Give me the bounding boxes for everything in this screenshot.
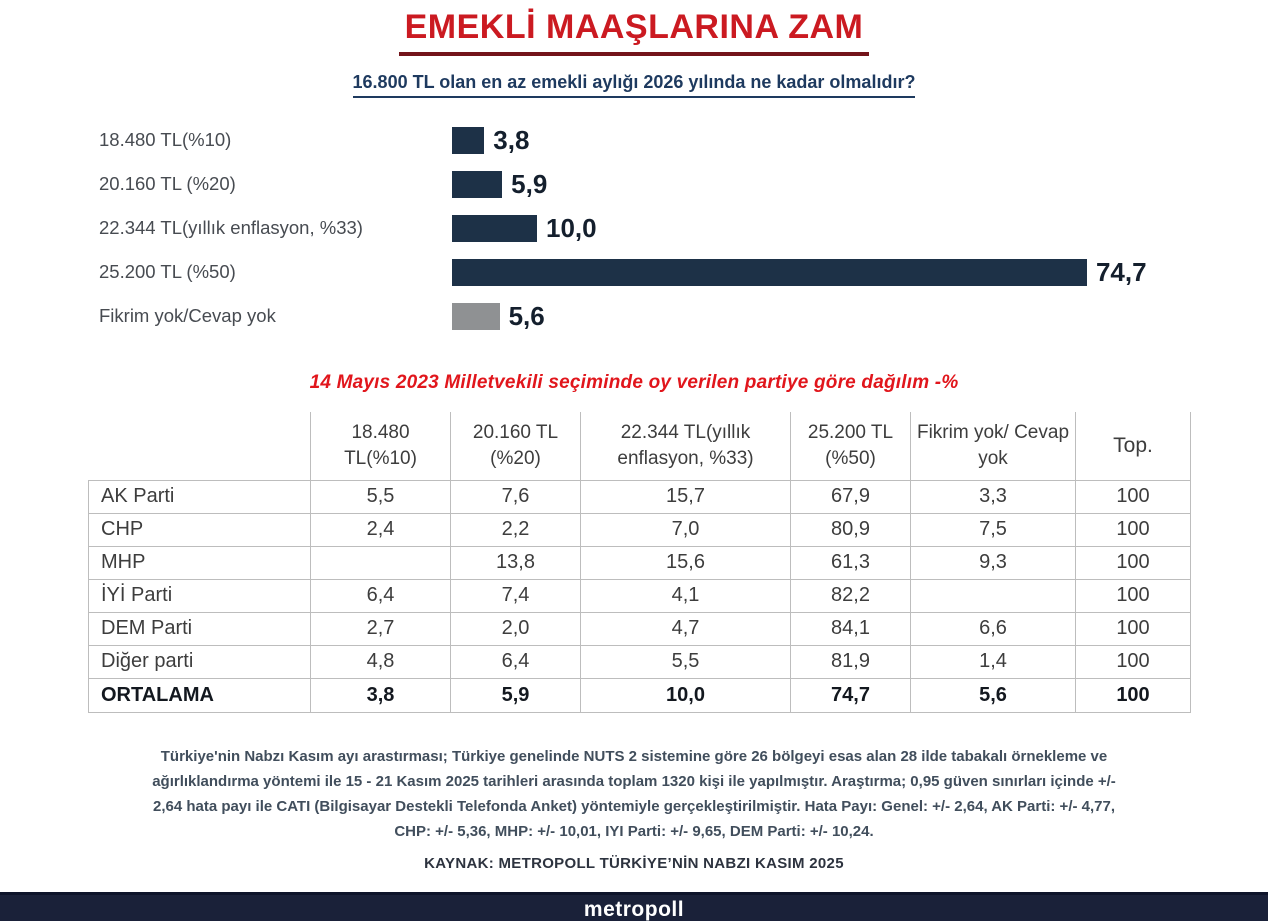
page-title: EMEKLİ MAAŞLARINA ZAM xyxy=(399,8,870,56)
table-row xyxy=(89,612,1191,645)
methodology-footnote xyxy=(0,744,1268,844)
column-header: Fikrim yok/ Cevap yok xyxy=(911,412,1076,480)
category-label: Fikrim yok/Cevap yok xyxy=(99,305,276,326)
party-name-cell: MHP xyxy=(89,546,311,579)
column-header xyxy=(89,412,311,480)
value-cell: 3,3 xyxy=(911,480,1076,513)
value-cell: 81,9 xyxy=(791,645,911,678)
value-cell: 1,4 xyxy=(911,645,1076,678)
party-name-cell: İYİ Parti xyxy=(89,579,311,612)
bar-value-label: 3,8 xyxy=(493,124,530,155)
value-cell: 2,0 xyxy=(451,612,581,645)
party-breakdown-table-container xyxy=(88,412,1190,713)
value-cell: 61,3 xyxy=(791,546,911,579)
value-cell: 15,6 xyxy=(581,546,791,579)
value-cell: 100 xyxy=(1076,546,1191,579)
value-cell: 67,9 xyxy=(791,480,911,513)
footnote-line: CHP: +/- 5,36, MHP: +/- 10,01, IYI Parti: +/- 9,65, DEM Parti: +/- 10,24. xyxy=(394,823,874,840)
value-cell: 7,5 xyxy=(911,513,1076,546)
chart-row xyxy=(0,250,1268,294)
value-cell: 10,0 xyxy=(581,678,791,712)
footnote-line: ağırlıklandırma yöntemi ile 15 - 21 Kasım 2025 tarihleri arasında toplam 1320 kişi ile yapılmıştır. Araştırma; 0,95 güven sınırları içinde +/- xyxy=(152,773,1116,790)
bar-area xyxy=(452,169,547,200)
table-caption: 14 Mayıs 2023 Milletvekili seçiminde oy verilen partiye göre dağılım -% xyxy=(309,372,959,393)
party-name-cell: CHP xyxy=(89,513,311,546)
category-label: 25.200 TL (%50) xyxy=(99,261,236,282)
column-header: 22.344 TL(yıllık enflasyon, %33) xyxy=(581,412,791,480)
table-header-row xyxy=(89,412,1191,480)
value-cell: 5,5 xyxy=(311,480,451,513)
bar-area xyxy=(452,213,597,244)
value-cell: 5,9 xyxy=(451,678,581,712)
value-cell: 4,1 xyxy=(581,579,791,612)
column-header: Top. xyxy=(1076,412,1191,480)
value-cell: 6,4 xyxy=(311,579,451,612)
brand-footer-bar xyxy=(0,892,1268,921)
party-name-cell: AK Parti xyxy=(89,480,311,513)
bar-value-label: 74,7 xyxy=(1095,256,1147,287)
category-label: 18.480 TL(%10) xyxy=(99,129,232,150)
poll-question: 16.800 TL olan en az emekli aylığı 2026 yılında ne kadar olmalıdır? xyxy=(353,72,916,98)
chart-row xyxy=(0,118,1268,162)
value-cell: 100 xyxy=(1076,612,1191,645)
footnote-line: 2,64 hata payı ile CATI (Bilgisayar Destekli Telefonda Anket) yöntemiyle gerçekleştirilmiştir. Hata Payı: Genel: +/- 2,64, AK Parti: +/- 4,77, xyxy=(152,798,1116,815)
table-row xyxy=(89,513,1191,546)
table-row xyxy=(89,579,1191,612)
value-cell: 7,0 xyxy=(581,513,791,546)
column-header: 18.480 TL(%10) xyxy=(311,412,451,480)
source-line: KAYNAK: METROPOLL TÜRKİYE’NİN NABZI KASIM 2025 xyxy=(424,855,844,872)
bar-value-label: 5,6 xyxy=(508,300,545,331)
value-cell xyxy=(311,546,451,579)
value-cell: 3,8 xyxy=(311,678,451,712)
value-cell: 80,9 xyxy=(791,513,911,546)
bar-area xyxy=(452,125,529,156)
value-cell: 100 xyxy=(1076,480,1191,513)
table-row xyxy=(89,546,1191,579)
chart-row xyxy=(0,162,1268,206)
footnote-line: Türkiye'nin Nabzı Kasım ayı arastırması; Türkiye genelinde NUTS 2 sistemine göre 26 bölgeyi esas alan 28 ilde tabakalı örnekleme ve xyxy=(160,748,1108,765)
value-cell: 5,6 xyxy=(911,678,1076,712)
table-caption-container xyxy=(0,372,1268,394)
bar xyxy=(452,127,484,154)
value-cell: 4,7 xyxy=(581,612,791,645)
party-breakdown-table xyxy=(88,412,1191,713)
value-cell: 7,6 xyxy=(451,480,581,513)
chart-row xyxy=(0,294,1268,338)
party-name-cell: DEM Parti xyxy=(89,612,311,645)
value-cell: 6,6 xyxy=(911,612,1076,645)
bar xyxy=(452,171,502,198)
subtitle-container xyxy=(0,72,1268,98)
category-label: 20.160 TL (%20) xyxy=(99,173,236,194)
column-header: 20.160 TL (%20) xyxy=(451,412,581,480)
bar-value-label: 10,0 xyxy=(546,212,597,243)
value-cell: 2,7 xyxy=(311,612,451,645)
value-cell: 6,4 xyxy=(451,645,581,678)
category-label: 22.344 TL(yıllık enflasyon, %33) xyxy=(99,217,363,238)
value-cell: 5,5 xyxy=(581,645,791,678)
bar xyxy=(452,259,1087,286)
value-cell: 2,4 xyxy=(311,513,451,546)
value-cell: 100 xyxy=(1076,678,1191,712)
value-cell: 74,7 xyxy=(791,678,911,712)
value-cell xyxy=(911,579,1076,612)
bar xyxy=(452,303,500,330)
value-cell: 9,3 xyxy=(911,546,1076,579)
value-cell: 13,8 xyxy=(451,546,581,579)
value-cell: 100 xyxy=(1076,513,1191,546)
value-cell: 82,2 xyxy=(791,579,911,612)
value-cell: 15,7 xyxy=(581,480,791,513)
bar-area xyxy=(452,301,545,332)
value-cell: 7,4 xyxy=(451,579,581,612)
source-container xyxy=(0,855,1268,873)
bar-value-label: 5,9 xyxy=(511,168,548,199)
table-row xyxy=(89,678,1191,712)
title-container xyxy=(0,8,1268,56)
party-name-cell: ORTALAMA xyxy=(89,678,311,712)
column-header: 25.200 TL (%50) xyxy=(791,412,911,480)
table-row xyxy=(89,480,1191,513)
party-name-cell: Diğer parti xyxy=(89,645,311,678)
metropoll-logo: metropoll xyxy=(583,898,685,921)
value-cell: 100 xyxy=(1076,579,1191,612)
value-cell: 84,1 xyxy=(791,612,911,645)
value-cell: 100 xyxy=(1076,645,1191,678)
horizontal-bar-chart xyxy=(0,118,1268,338)
chart-row xyxy=(0,206,1268,250)
value-cell: 2,2 xyxy=(451,513,581,546)
bar xyxy=(452,215,537,242)
table-row xyxy=(89,645,1191,678)
bar-area xyxy=(452,257,1147,288)
value-cell: 4,8 xyxy=(311,645,451,678)
